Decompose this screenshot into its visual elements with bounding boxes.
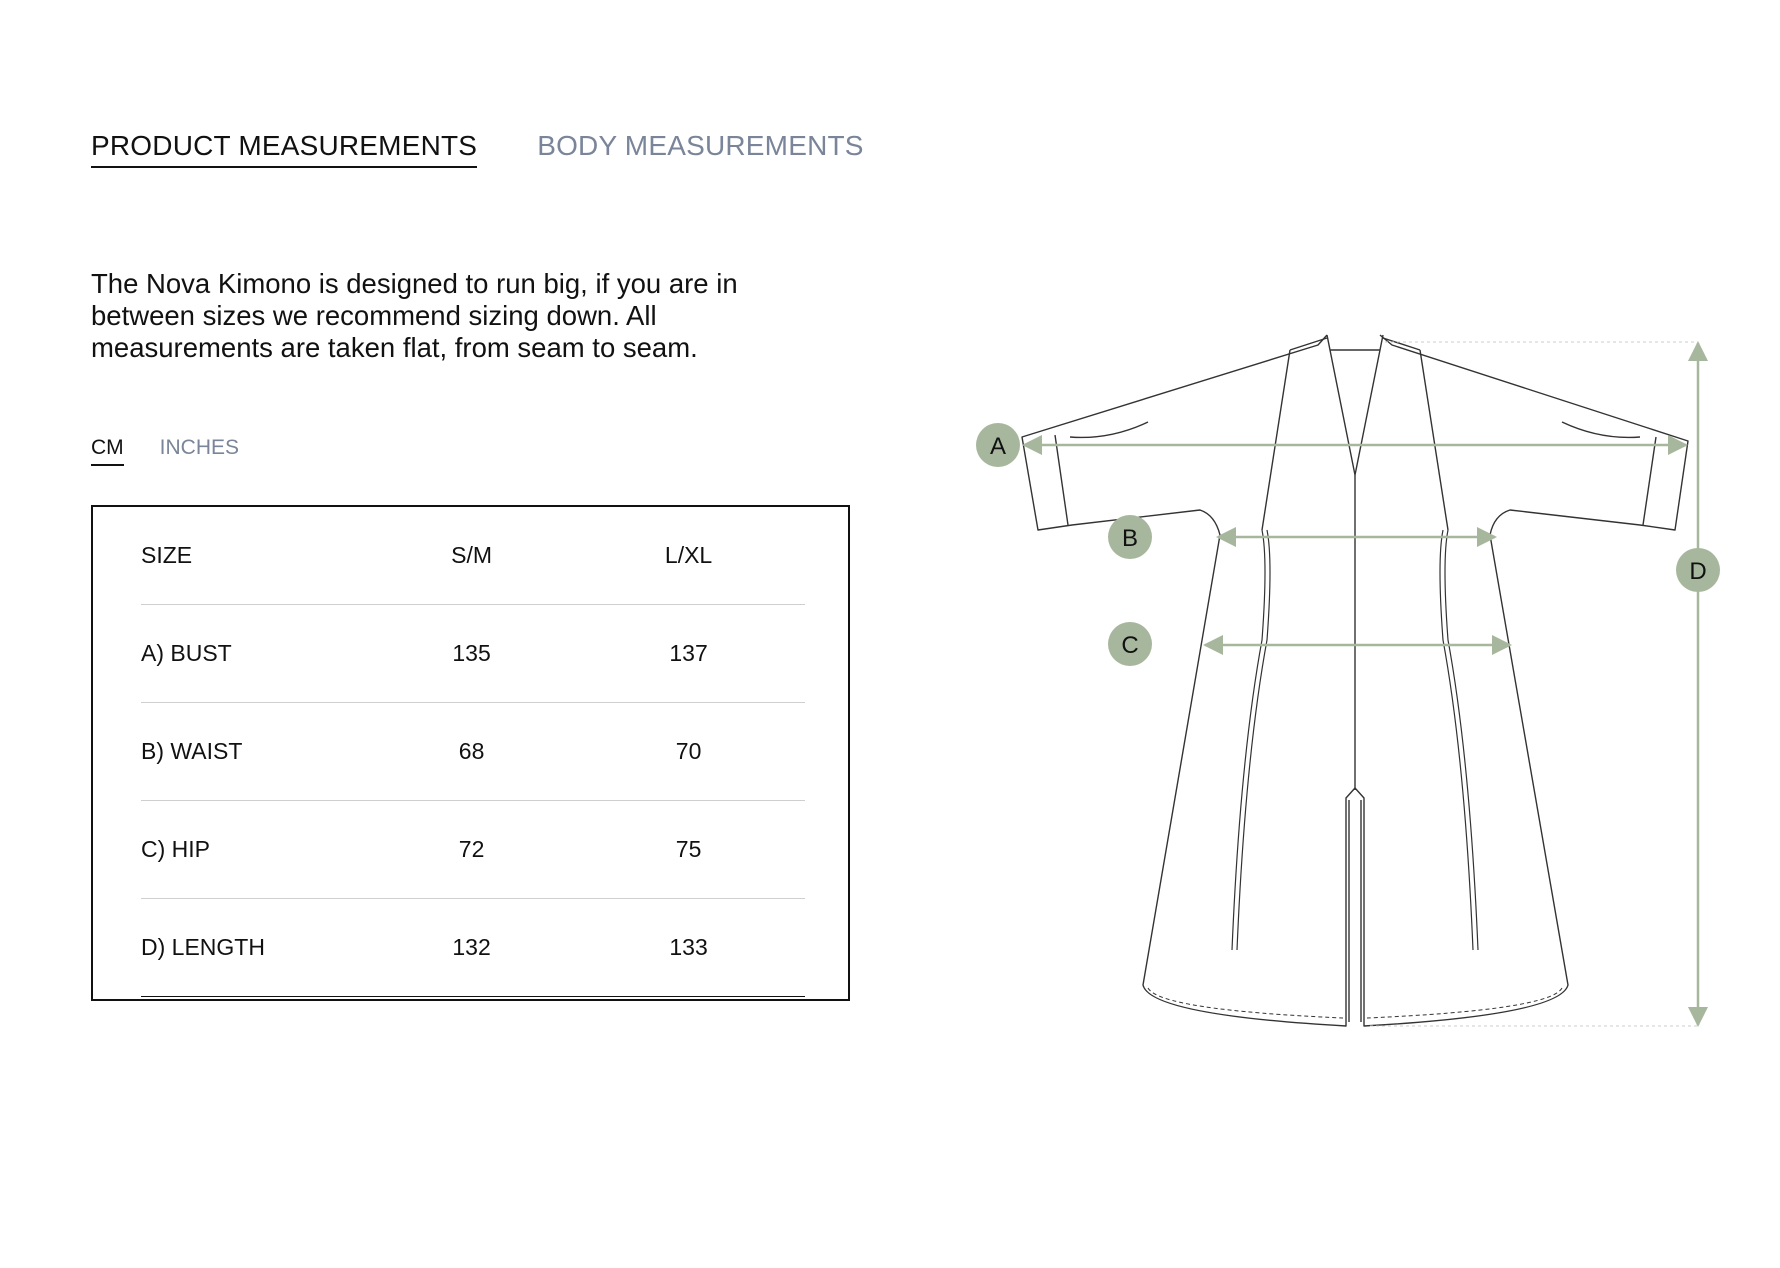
row-value-lxl: 137 [572, 605, 805, 703]
marker-a [976, 423, 1020, 467]
row-label: A) BUST [141, 605, 371, 703]
kimono-measurement-diagram [960, 320, 1730, 1040]
size-table [141, 507, 805, 997]
marker-d [1676, 548, 1720, 592]
header-size: SIZE [141, 507, 371, 605]
row-label: B) WAIST [141, 703, 371, 801]
row-value-lxl: 133 [572, 899, 805, 997]
table-header-row [141, 507, 805, 605]
unit-cm-toggle[interactable]: CM [91, 436, 124, 466]
table-row [141, 899, 805, 997]
row-value-sm: 135 [371, 605, 572, 703]
svg-text:B: B [1121, 525, 1139, 552]
row-value-sm: 72 [371, 801, 572, 899]
tab-body-measurements[interactable]: BODY MEASUREMENTS [537, 130, 864, 161]
marker-b [1108, 515, 1152, 559]
table-row [141, 801, 805, 899]
header-lxl: L/XL [572, 507, 805, 605]
row-label: C) HIP [141, 801, 371, 899]
row-value-sm: 68 [371, 703, 572, 801]
row-value-sm: 132 [371, 899, 572, 997]
kimono-outline [1022, 335, 1688, 1026]
unit-toggle [91, 436, 239, 466]
row-value-lxl: 75 [572, 801, 805, 899]
row-label: D) LENGTH [141, 899, 371, 997]
measurement-tabs [91, 130, 864, 168]
table-row [141, 703, 805, 801]
row-value-lxl: 70 [572, 703, 805, 801]
sizing-description: The Nova Kimono is designed to run big, if you are in between sizes we recommend sizing down. All measurements are taken flat, from seam to seam. [91, 268, 738, 363]
unit-inches-toggle[interactable]: INCHES [159, 436, 240, 459]
table-row [141, 605, 805, 703]
header-sm: S/M [371, 507, 572, 605]
tab-product-measurements[interactable]: PRODUCT MEASUREMENTS [91, 130, 477, 168]
svg-text:A: A [989, 433, 1007, 460]
svg-text:D: D [1689, 558, 1707, 585]
marker-c [1108, 622, 1152, 666]
svg-text:C: C [1121, 632, 1139, 659]
size-table-box [91, 505, 850, 1001]
